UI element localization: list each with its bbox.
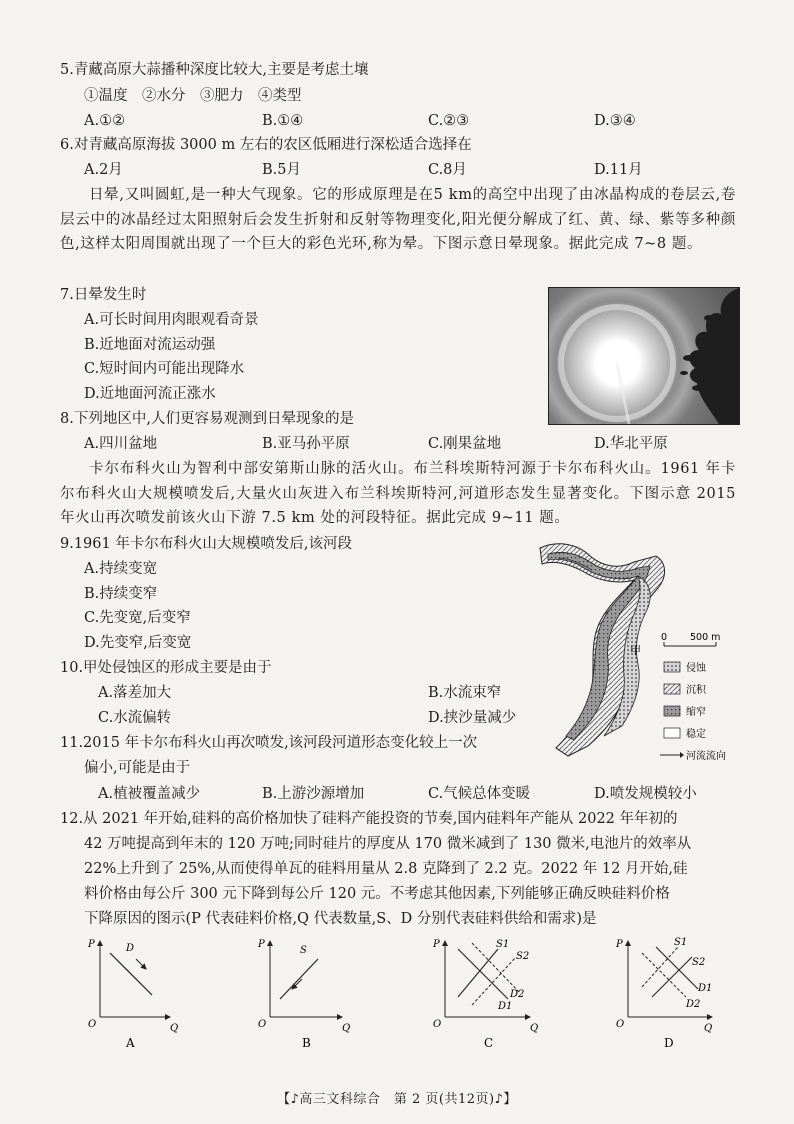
q11-option-a: A.植被覆盖减少 [98,786,201,802]
graph-c [432,939,538,1050]
q5-stem: 5.青藏高原大蒜播种深度比较大,主要是考虑土壤 [60,62,369,78]
graph-a-axis-p: P [88,939,95,950]
graph-c-label-s1: S1 [496,939,510,950]
graph-d-label: D [664,1036,674,1050]
q8-stem: 8.下列地区中,人们更容易观测到日晕现象的是 [60,411,354,427]
q5-option-c: C.②③ [428,113,470,129]
q8-option-d: D.华北平原 [594,436,668,452]
graph-c-label-d1: D1 [498,1001,513,1012]
q11-option-b: B.上游沙源增加 [262,786,365,802]
q7-option-a: A.可长时间用肉眼观看奇景 [84,312,259,328]
supply-demand-graphs [80,935,720,1050]
q9-option-d: D.先变窄,后变宽 [84,635,192,651]
graph-d-axis-q: Q [704,1023,713,1034]
legend-flow: 河流流向 [686,751,726,762]
q12-line-4: 料价格由每公斤 300 元下降到每公斤 120 元。不考虑其他因素,下列能够正确反映硅料价格 [84,886,670,902]
legend-swatch-erosion [664,662,680,672]
map-scale-label: 500 m [690,632,721,643]
legend-deposition: 沉积 [686,685,706,696]
q8-option-c: C.刚果盆地 [428,436,502,452]
graph-b-supply-curve [280,959,318,999]
graph-a-curve-label: D [126,943,135,954]
graph-b-curve-label: S [300,945,307,956]
q5-option-b: B.①④ [262,113,304,129]
legend-swatch-narrowing [664,706,680,716]
graph-d-demand-1 [642,953,686,997]
graph-c-axis-q: Q [530,1023,539,1034]
q12-line-2: 42 万吨提高到年末的 120 万吨;同时硅片的厚度从 170 微米减到了 130 微米,电池片的效率从 [84,836,692,852]
graph-a-label: A [126,1036,135,1050]
legend-stable: 稳定 [686,729,706,740]
graph-c-supply-1 [458,949,498,997]
q10-option-b: B.水流束窄 [428,685,502,701]
q7-option-d: D.近地面河流正涨水 [84,386,216,402]
graph-b-origin: O [258,1019,267,1030]
graph-b-axis-p: P [258,939,265,950]
q12-line-1: 12.从 2021 年开始,硅料的高价格加快了硅料产能投资的节奏,国内硅料年产能从 2022 年年初的 [60,811,678,827]
graph-b-label: B [302,1036,311,1050]
q9-option-a: A.持续变宽 [84,561,158,577]
q10-stem: 10.甲处侵蚀区的形成主要是由于 [60,660,272,676]
q5-option-d: D.③④ [594,113,636,129]
q7-option-b: B.近地面对流运动强 [84,337,216,353]
q6-option-d: D.11月 [594,162,643,178]
graph-d [615,937,712,1050]
q12-line-3: 22%上升到了 25%,从而使得单瓦的硅料用量从 2.8 克降到了 2.2 克。2022 年 12 月开始,硅 [84,861,688,877]
graph-c-label-s2: S2 [516,951,530,962]
halo-photo [548,287,740,425]
map-zone-label: 甲 [630,644,641,657]
graph-c-origin: O [433,1019,442,1030]
map-scale [661,632,720,646]
graph-d-demand-2 [656,947,698,989]
q5-option-a: A.①② [84,113,126,129]
q11-stem: 11.2015 年卡尔布科火山再次喷发,该河段河道形态变化较上一次 [60,735,478,751]
river-map [538,536,768,766]
graph-a-demand-curve [110,953,152,995]
q10-option-a: A.落差加大 [98,685,172,701]
graph-c-label: C [484,1036,494,1050]
graph-d-label-d1: D1 [698,983,713,994]
q8-option-a: A.四川盆地 [84,436,158,452]
q11-stem-continued: 偏小,可能是由于 [84,760,191,776]
q11-option-d: D.喷发规模较小 [594,786,697,802]
graph-d-label-s2: S2 [692,957,706,968]
q11-option-c: C.气候总体变暖 [428,786,531,802]
q10-option-c: C.水流偏转 [98,710,172,726]
graph-b-axis-q: Q [342,1023,351,1034]
graph-d-supply-1 [642,947,678,987]
q6-option-a: A.2月 [84,162,123,178]
q9-option-c: C.先变宽,后变窄 [84,610,191,626]
passage-volcano: 卡尔布科火山为智利中部安第斯山脉的活火山。布兰科埃斯特河源于卡尔布科火山。1961 年卡尔布科火山大规模喷发后,大量火山灰进入布兰科埃斯特河,河道形态发生显著变化。下图示意 2015 年火山再次喷发前该火山下游 7.5 km 处的河段特征。据此完成 9~11 题。 [60,461,736,527]
q5-items: ①温度 ②水分 ③肥力 ④类型 [84,88,302,104]
graph-a-axis-q: Q [170,1023,179,1034]
graph-c-label-d2: D2 [510,989,525,1000]
graph-a-origin: O [88,1019,97,1030]
graph-d-label-d2: D2 [686,999,701,1010]
halo-photo-drawing [549,288,739,424]
map-legend [660,661,726,762]
q9-option-b: B.持续变窄 [84,586,158,602]
graph-d-axis-p: P [616,939,623,950]
graph-b [257,939,350,1050]
q6-stem: 6.对青藏高原海拔 3000 m 左右的农区低厢进行深松适合选择在 [60,137,472,153]
page-footer: 【♪高三文科综合 第 2 页(共12页)♪】 [277,1092,517,1107]
graph-c-demand-1 [472,943,520,993]
legend-swatch-deposition [664,684,680,694]
graph-c-axis-p: P [433,939,440,950]
passage-halo: 日晕,又叫圆虹,是一种大气现象。它的形成原理是在5 km的高空中出现了由冰晶构成的卷层云,卷层云中的冰晶经过太阳照射后会发生折射和反射等物理变化,阳光便分解成了红、黄、绿、紫等多种颜色,这样太阳周围就出现了一个巨大的彩色光环,称为晕。下图示意日晕现象。据此完成 7~8 题。 [60,187,736,253]
graph-a [87,939,178,1050]
graph-a-shift-arrow [136,959,146,969]
q6-option-c: C.8月 [428,162,467,178]
q10-option-d: D.挟沙量减少 [428,710,517,726]
legend-swatch-stable [664,728,680,738]
q6-option-b: B.5月 [262,162,301,178]
q8-option-b: B.亚马孙平原 [262,436,350,452]
q7-stem: 7.日晕发生时 [60,287,147,303]
legend-erosion: 侵蚀 [686,663,706,674]
graph-d-origin: O [616,1019,625,1030]
graph-d-label-s1: S1 [674,937,688,948]
map-scale-zero: 0 [661,632,668,643]
q12-line-5: 下降原因的图示(P 代表硅料价格,Q 代表数量,S、D 分别代表硅料供给和需求)是 [84,911,597,927]
q7-option-c: C.短时间内可能出现降水 [84,361,245,377]
legend-narrowing: 缩窄 [686,707,706,718]
q9-stem: 9.1961 年卡尔布科火山大规模喷发后,该河段 [60,536,352,552]
river-channel [540,544,668,756]
